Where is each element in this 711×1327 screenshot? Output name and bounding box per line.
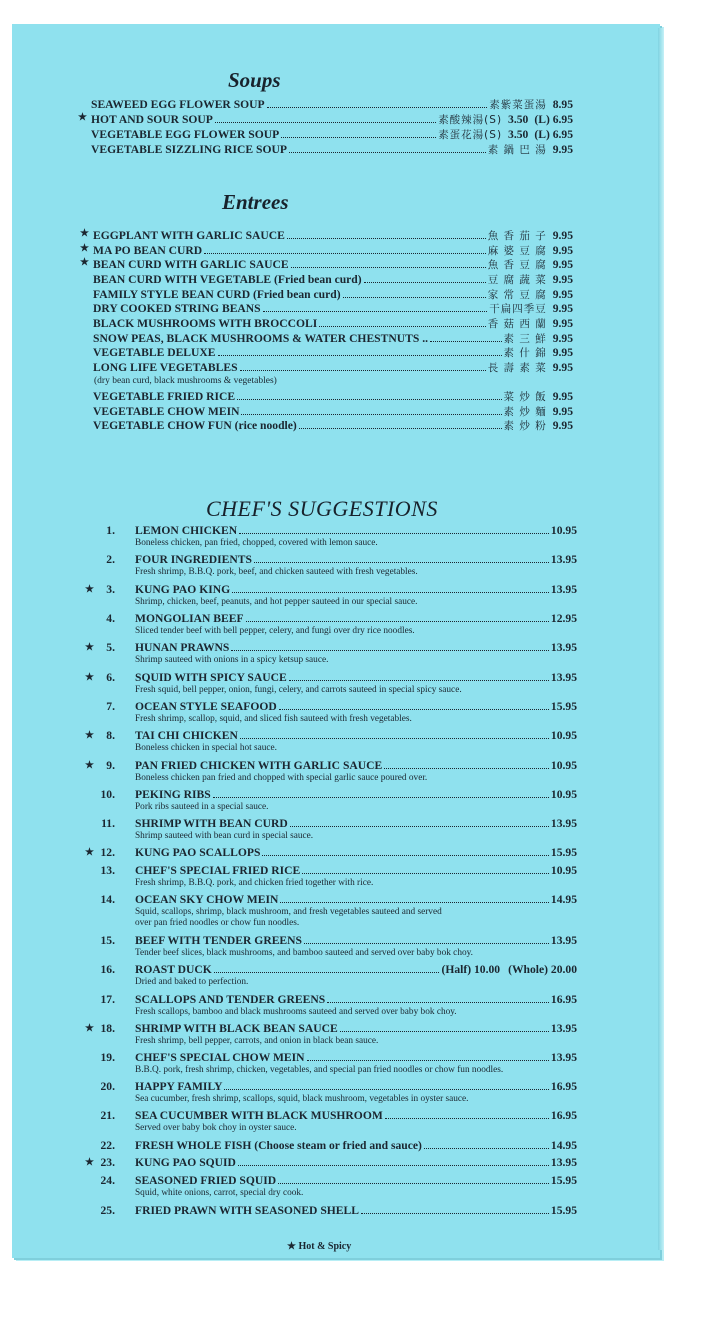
chef-item-price: 15.95 bbox=[550, 846, 577, 859]
chef-item-line bbox=[135, 1109, 577, 1122]
chef-item-name: OCEAN STYLE SEAFOOD bbox=[135, 700, 277, 713]
dot-leader bbox=[343, 297, 486, 298]
entree-name: FAMILY STYLE BEAN CURD (Fried bean curd) bbox=[93, 288, 341, 301]
dot-leader bbox=[241, 414, 501, 415]
chef-item-name: KUNG PAO KING bbox=[135, 583, 231, 596]
entree-price: 9.95 bbox=[552, 317, 573, 330]
chef-item-line bbox=[135, 671, 577, 684]
chef-item-price: 16.95 bbox=[550, 993, 577, 1006]
chef-item bbox=[85, 700, 585, 728]
chef-item-line bbox=[135, 583, 577, 596]
chef-item-description bbox=[135, 1007, 457, 1018]
chef-item-price: 13.95 bbox=[550, 1022, 577, 1035]
chef-item-description bbox=[135, 1094, 468, 1105]
entree-name: LONG LIFE VEGETABLES bbox=[93, 361, 238, 374]
chef-item-name: CHEF'S SPECIAL FRIED RICE bbox=[135, 864, 301, 877]
description-line: Shrimp sauteed with onions in a spicy ketsup sauce. bbox=[135, 655, 329, 665]
item-number: 7. bbox=[106, 700, 115, 713]
entree-chinese-name: 素 三 鮮 bbox=[503, 333, 547, 345]
hot-spicy-legend: ★ Hot & Spicy bbox=[287, 1241, 352, 1252]
dot-leader bbox=[364, 282, 486, 283]
chef-item-line bbox=[135, 729, 577, 742]
chef-item-name: BEEF WITH TENDER GREENS bbox=[135, 934, 302, 947]
soup-item bbox=[91, 142, 573, 157]
entree-price: 9.95 bbox=[552, 258, 573, 271]
description-line: Fresh squid, bell pepper, onion, fungi, celery, and carrots sauteed in special spicy sauce. bbox=[135, 685, 462, 695]
dot-leader bbox=[278, 1183, 549, 1184]
entree-chinese-name: 素 炒 粉 bbox=[503, 420, 547, 432]
chef-item bbox=[85, 759, 585, 787]
chef-item bbox=[85, 864, 585, 892]
spicy-star-icon: ★ bbox=[85, 1023, 94, 1034]
chef-item-name: ROAST DUCK bbox=[135, 963, 212, 976]
dot-leader bbox=[267, 107, 488, 108]
spicy-star-icon: ★ bbox=[80, 243, 89, 254]
description-line: Served over baby bok choy in oyster sauce. bbox=[135, 1123, 297, 1133]
dot-leader bbox=[204, 253, 486, 254]
dot-leader bbox=[239, 533, 549, 534]
chef-item-description bbox=[135, 655, 328, 666]
chef-item-price: 14.95 bbox=[550, 893, 577, 906]
chef-item-price: 13.95 bbox=[550, 583, 577, 596]
dot-leader bbox=[289, 152, 486, 153]
item-number: 9. bbox=[106, 759, 115, 772]
chef-item bbox=[85, 934, 585, 962]
chef-item bbox=[85, 893, 585, 928]
spicy-star-icon: ★ bbox=[80, 228, 89, 239]
spicy-star-icon: ★ bbox=[85, 847, 94, 858]
dot-leader bbox=[215, 122, 436, 123]
chef-item-name: SHRIMP WITH BLACK BEAN SAUCE bbox=[135, 1022, 338, 1035]
chef-item-name: KUNG PAO SCALLOPS bbox=[135, 846, 261, 859]
chef-item-line bbox=[135, 1174, 577, 1187]
entree-name: SNOW PEAS, BLACK MUSHROOMS & WATER CHESTNUTS .. bbox=[93, 332, 428, 345]
dot-leader bbox=[246, 621, 549, 622]
chef-item-line bbox=[135, 700, 577, 713]
chef-item-description bbox=[135, 567, 418, 578]
item-number: 6. bbox=[106, 671, 115, 684]
description-line: Sliced tender beef with bell pepper, celery, and fungi over dry rice noodles. bbox=[135, 626, 415, 636]
dot-leader bbox=[340, 1031, 549, 1032]
dot-leader bbox=[218, 355, 502, 356]
description-line: Fresh shrimp, scallop, squid, and sliced fish sauteed with fresh vegetables. bbox=[135, 714, 412, 724]
entree-price: 9.95 bbox=[552, 390, 573, 403]
chef-item-description bbox=[135, 743, 277, 754]
dot-leader bbox=[385, 1118, 549, 1119]
entree-item bbox=[93, 389, 573, 404]
description-line: Squid, white onions, carrot, special dry cook. bbox=[135, 1188, 304, 1198]
soup-name: VEGETABLE SIZZLING RICE SOUP bbox=[91, 143, 287, 156]
soup-chinese-name: 素紫菜蛋湯 bbox=[489, 99, 547, 111]
chef-item-name: HAPPY FAMILY bbox=[135, 1080, 223, 1093]
soup-item bbox=[91, 97, 573, 112]
chef-item-name: TAI CHI CHICKEN bbox=[135, 729, 238, 742]
entree-price: 9.95 bbox=[552, 361, 573, 374]
item-number: 4. bbox=[106, 612, 115, 625]
chef-item-description bbox=[135, 626, 415, 637]
chef-item-description bbox=[135, 685, 462, 696]
spicy-star-icon: ★ bbox=[85, 642, 94, 653]
chef-item-description bbox=[135, 878, 373, 889]
entree-chinese-name: 豆 腐 蔬 菜 bbox=[487, 274, 547, 286]
chef-item-description bbox=[135, 977, 248, 988]
entree-name: VEGETABLE DELUXE bbox=[93, 346, 216, 359]
dot-leader bbox=[424, 1148, 549, 1149]
dot-leader bbox=[231, 650, 549, 651]
entree-item bbox=[93, 404, 573, 419]
entree-item bbox=[80, 257, 573, 272]
entree-item bbox=[93, 331, 573, 346]
entree-chinese-name: 魚 香 茄 子 bbox=[487, 230, 547, 242]
entree-price: 9.95 bbox=[552, 346, 573, 359]
entree-price: 9.95 bbox=[552, 332, 573, 345]
dot-leader bbox=[361, 1213, 549, 1214]
long-life-note: (dry bean curd, black mushrooms & vegetables) bbox=[94, 376, 277, 386]
chef-item bbox=[85, 1174, 585, 1202]
chef-item-price: 10.95 bbox=[550, 729, 577, 742]
item-number: 22. bbox=[100, 1139, 115, 1152]
description-line: Boneless chicken in special hot sauce. bbox=[135, 743, 277, 753]
chef-item bbox=[85, 1109, 585, 1137]
dot-leader bbox=[302, 873, 549, 874]
item-number: 17. bbox=[100, 993, 115, 1006]
chef-item-description bbox=[135, 831, 313, 842]
chef-item-name: PAN FRIED CHICKEN WITH GARLIC SAUCE bbox=[135, 759, 383, 772]
entree-chinese-name: 菜 炒 飯 bbox=[503, 391, 547, 403]
spicy-star-icon: ★ bbox=[85, 672, 94, 683]
entree-chinese-name: 家 常 豆 腐 bbox=[487, 289, 547, 301]
chef-item-name: KUNG PAO SQUID bbox=[135, 1156, 236, 1169]
chef-item-name: SEASONED FRIED SQUID bbox=[135, 1174, 277, 1187]
chef-item-price: 15.95 bbox=[550, 700, 577, 713]
item-number: 3. bbox=[106, 583, 115, 596]
chef-item-price: 15.95 bbox=[550, 1174, 577, 1187]
item-number: 10. bbox=[100, 788, 115, 801]
soup-price: 3.50 bbox=[508, 113, 529, 126]
chef-item-price: 12.95 bbox=[550, 612, 577, 625]
item-number: 24. bbox=[100, 1174, 115, 1187]
chef-item bbox=[85, 641, 585, 669]
dot-leader bbox=[319, 326, 485, 327]
dot-leader bbox=[384, 768, 549, 769]
dot-leader bbox=[262, 855, 549, 856]
chef-item bbox=[85, 524, 585, 552]
chef-item bbox=[85, 993, 585, 1021]
entree-name: BEAN CURD WITH GARLIC SAUCE bbox=[93, 258, 289, 271]
entrees-title: Entrees bbox=[222, 190, 289, 214]
chef-item-description bbox=[135, 597, 417, 608]
chef-item-line bbox=[135, 1051, 577, 1064]
chef-item-name: FOUR INGREDIENTS bbox=[135, 553, 252, 566]
chef-item-price: 13.95 bbox=[550, 641, 577, 654]
description-line: Shrimp, chicken, beef, peanuts, and hot pepper sauteed in our special sauce. bbox=[135, 597, 418, 607]
chef-item-price: 13.95 bbox=[550, 553, 577, 566]
description-line: Fresh scallops, bamboo and black mushrooms sauteed and served over baby bok choy. bbox=[135, 1007, 457, 1017]
dot-leader bbox=[281, 137, 436, 138]
dot-leader bbox=[240, 738, 549, 739]
soup-item bbox=[91, 127, 573, 142]
chef-item-line bbox=[135, 864, 577, 877]
chef-item bbox=[85, 553, 585, 581]
item-number: 25. bbox=[100, 1204, 115, 1217]
spicy-star-icon: ★ bbox=[85, 730, 94, 741]
dot-leader bbox=[254, 562, 549, 563]
item-number: 15. bbox=[100, 934, 115, 947]
entree-chinese-name: 干扁四季豆 bbox=[489, 303, 547, 315]
chef-item-description bbox=[135, 714, 412, 725]
dot-leader bbox=[224, 1089, 548, 1090]
item-number: 13. bbox=[100, 864, 115, 877]
chef-item-price: 13.95 bbox=[550, 934, 577, 947]
chef-item bbox=[85, 817, 585, 845]
soup-price-large: (L) 6.95 bbox=[534, 113, 573, 126]
chef-item-line bbox=[135, 553, 577, 566]
entree-name: VEGETABLE CHOW MEIN bbox=[93, 405, 240, 418]
description-line: over pan fried noodles or chow fun noodles. bbox=[135, 917, 300, 928]
soup-price: 8.95 bbox=[552, 98, 573, 111]
chef-item-name: SHRIMP WITH BEAN CURD bbox=[135, 817, 288, 830]
soup-chinese-name: 素 鍋 巴 湯 bbox=[487, 144, 547, 156]
description-line: Boneless chicken, pan fried, chopped, covered with lemon sauce. bbox=[135, 538, 378, 548]
chef-item-line bbox=[135, 788, 577, 801]
entree-item bbox=[93, 301, 573, 316]
dot-leader bbox=[238, 1165, 549, 1166]
item-number: 2. bbox=[106, 553, 115, 566]
chef-item-price: 14.95 bbox=[550, 1139, 577, 1152]
chef-item-description bbox=[135, 907, 442, 928]
entree-name: DRY COOKED STRING BEANS bbox=[93, 302, 261, 315]
dot-leader bbox=[307, 1060, 549, 1061]
chef-item-line bbox=[135, 1022, 577, 1035]
item-number: 5. bbox=[106, 641, 115, 654]
chef-item-line bbox=[135, 846, 577, 859]
chef-item-name: OCEAN SKY CHOW MEIN bbox=[135, 893, 279, 906]
chef-item-description bbox=[135, 802, 268, 813]
chef-item bbox=[85, 788, 585, 816]
item-number: 20. bbox=[100, 1080, 115, 1093]
entree-name: VEGETABLE FRIED RICE bbox=[93, 390, 236, 403]
chef-item-name: CHEF'S SPECIAL CHOW MEIN bbox=[135, 1051, 305, 1064]
description-line: Fresh shrimp, B.B.Q. pork, beef, and chicken sauteed with fresh vegetables. bbox=[135, 567, 418, 577]
chef-item-line bbox=[135, 524, 577, 537]
dot-leader bbox=[327, 1002, 549, 1003]
description-line: Shrimp sauteed with bean curd in special sauce. bbox=[135, 831, 314, 841]
chef-item-line bbox=[135, 934, 577, 947]
dot-leader bbox=[279, 709, 549, 710]
chef-item bbox=[85, 1204, 585, 1232]
entree-chinese-name: 長 壽 素 菜 bbox=[487, 362, 547, 374]
chef-item-price: 10.95 bbox=[550, 759, 577, 772]
chef-item-price: 10.95 bbox=[550, 524, 577, 537]
entree-item bbox=[93, 345, 573, 360]
chef-item-description bbox=[135, 773, 427, 784]
entree-item bbox=[93, 316, 573, 331]
entree-item bbox=[80, 228, 573, 243]
chef-item bbox=[85, 1080, 585, 1108]
entree-item bbox=[80, 243, 573, 258]
soup-item bbox=[78, 112, 573, 127]
description-line: Dried and baked to perfection. bbox=[135, 977, 249, 987]
entree-chinese-name: 素 什 錦 bbox=[503, 347, 547, 359]
chef-item bbox=[85, 1022, 585, 1050]
chef-item bbox=[85, 963, 585, 991]
chef-item-description bbox=[135, 1123, 297, 1134]
chef-item-name: PEKING RIBS bbox=[135, 788, 211, 801]
entree-chinese-name: 香 菇 西 蘭 bbox=[487, 318, 547, 330]
chef-item-description bbox=[135, 1036, 378, 1047]
description-line: Fresh shrimp, B.B.Q. pork, and chicken fried together with rice. bbox=[135, 878, 374, 888]
chef-item bbox=[85, 1051, 585, 1079]
chef-item bbox=[85, 612, 585, 640]
dot-leader bbox=[289, 680, 549, 681]
chef-item-line bbox=[135, 1156, 577, 1169]
dot-leader bbox=[213, 797, 549, 798]
dot-leader bbox=[287, 238, 486, 239]
chef-item-price: (Half) 10.00 bbox=[441, 963, 501, 976]
chef-item-line bbox=[135, 1080, 577, 1093]
chef-item-line bbox=[135, 1204, 577, 1217]
entree-chinese-name: 麻 婆 豆 腐 bbox=[487, 245, 547, 257]
item-number: 19. bbox=[100, 1051, 115, 1064]
item-number: 8. bbox=[106, 729, 115, 742]
chef-item-name: SEA CUCUMBER WITH BLACK MUSHROOM bbox=[135, 1109, 383, 1122]
chef-item-line bbox=[135, 963, 577, 976]
entree-item bbox=[93, 360, 573, 375]
entree-item bbox=[93, 272, 573, 287]
entree-price: 9.95 bbox=[552, 419, 573, 432]
chef-item-name: LEMON CHICKEN bbox=[135, 524, 238, 537]
entree-price: 9.95 bbox=[552, 405, 573, 418]
soup-chinese-name: 素酸辣湯(S) bbox=[438, 114, 503, 126]
soup-name: VEGETABLE EGG FLOWER SOUP bbox=[91, 128, 280, 141]
dot-leader bbox=[263, 311, 488, 312]
spicy-star-icon: ★ bbox=[80, 257, 89, 268]
soup-price-large: (L) 6.95 bbox=[534, 128, 573, 141]
item-number: 1. bbox=[106, 524, 115, 537]
soup-price: 3.50 bbox=[508, 128, 529, 141]
entree-name: VEGETABLE CHOW FUN (rice noodle) bbox=[93, 419, 297, 432]
dot-leader bbox=[237, 399, 501, 400]
entree-price: 9.95 bbox=[552, 244, 573, 257]
entree-name: MA PO BEAN CURD bbox=[93, 244, 203, 257]
description-line: Sea cucumber, fresh shrimp, scallops, squid, black mushroom, vegetables in oyster sauce. bbox=[135, 1094, 469, 1104]
chef-item bbox=[85, 671, 585, 699]
entree-item bbox=[93, 287, 573, 302]
dot-leader bbox=[280, 902, 549, 903]
item-number: 12. bbox=[100, 846, 115, 859]
dot-leader bbox=[430, 341, 502, 342]
chef-item-line bbox=[135, 1139, 577, 1152]
spicy-star-icon: ★ bbox=[85, 760, 94, 771]
item-number: 16. bbox=[100, 963, 115, 976]
spicy-star-icon: ★ bbox=[85, 584, 94, 595]
entree-chinese-name: 魚 香 豆 腐 bbox=[487, 259, 547, 271]
entree-name: EGGPLANT WITH GARLIC SAUCE bbox=[93, 229, 285, 242]
chef-item-price: 13.95 bbox=[550, 1156, 577, 1169]
item-number: 18. bbox=[100, 1022, 115, 1035]
chef-suggestions-title: CHEF'S SUGGESTIONS bbox=[206, 496, 438, 521]
chef-item-line bbox=[135, 817, 577, 830]
entree-price: 9.95 bbox=[552, 229, 573, 242]
item-number: 21. bbox=[100, 1109, 115, 1122]
entree-price: 9.95 bbox=[552, 302, 573, 315]
chef-item bbox=[85, 583, 585, 611]
dot-leader bbox=[232, 592, 549, 593]
chef-item-name: SCALLOPS AND TENDER GREENS bbox=[135, 993, 326, 1006]
entree-item bbox=[93, 418, 573, 433]
dot-leader bbox=[291, 267, 486, 268]
chef-item-description bbox=[135, 538, 378, 549]
chef-item-name: FRESH WHOLE FISH (Choose steam or fried and sauce) bbox=[135, 1139, 422, 1152]
chef-item-name: HUNAN PRAWNS bbox=[135, 641, 230, 654]
dot-leader bbox=[214, 972, 440, 973]
dot-leader bbox=[304, 943, 549, 944]
item-number: 23. bbox=[100, 1156, 115, 1169]
soup-chinese-name: 素蛋花湯(S) bbox=[438, 129, 503, 141]
entree-name: BLACK MUSHROOMS WITH BROCCOLI bbox=[93, 317, 318, 330]
description-line: Boneless chicken pan fried and chopped with special garlic sauce poured over. bbox=[135, 773, 428, 783]
spicy-star-icon: ★ bbox=[85, 1157, 94, 1168]
description-line: Squid, scallops, shrimp, black mushroom, and fresh vegetables sauteed and served bbox=[135, 907, 442, 917]
chef-item-price: 10.95 bbox=[550, 864, 577, 877]
item-number: 11. bbox=[101, 817, 115, 830]
entree-price: 9.95 bbox=[552, 273, 573, 286]
chef-item-price: 10.95 bbox=[550, 788, 577, 801]
chef-item-price: 13.95 bbox=[550, 817, 577, 830]
dot-leader bbox=[240, 370, 486, 371]
soups-title: Soups bbox=[228, 68, 281, 92]
chef-item-line bbox=[135, 993, 577, 1006]
chef-item-price: 16.95 bbox=[550, 1080, 577, 1093]
entree-chinese-name: 素 炒 麵 bbox=[503, 406, 547, 418]
chef-item-price: 16.95 bbox=[550, 1109, 577, 1122]
item-number: 14. bbox=[100, 893, 115, 906]
description-line: Fresh shrimp, bell pepper, carrots, and onion in black bean sauce. bbox=[135, 1036, 379, 1046]
page-fold-edge bbox=[658, 28, 664, 1250]
chef-item-price-whole: (Whole) 20.00 bbox=[508, 963, 577, 976]
chef-item-line bbox=[135, 893, 577, 906]
spicy-star-icon: ★ bbox=[78, 112, 87, 123]
dot-leader bbox=[299, 428, 502, 429]
description-line: Tender beef slices, black mushrooms, and bamboo sauteed and served over baby bok choy. bbox=[135, 948, 473, 958]
chef-item-line bbox=[135, 612, 577, 625]
chef-item-price: 15.95 bbox=[550, 1204, 577, 1217]
chef-item-name: SQUID WITH SPICY SAUCE bbox=[135, 671, 287, 684]
chef-item bbox=[85, 729, 585, 757]
chef-item-name: MONGOLIAN BEEF bbox=[135, 612, 244, 625]
soup-name: SEAWEED EGG FLOWER SOUP bbox=[91, 98, 265, 111]
chef-item-description bbox=[135, 948, 473, 959]
entree-name: BEAN CURD WITH VEGETABLE (Fried bean curd) bbox=[93, 273, 362, 286]
dot-leader bbox=[290, 826, 549, 827]
chef-item-description bbox=[135, 1188, 303, 1199]
soup-name: HOT AND SOUR SOUP bbox=[91, 113, 213, 126]
chef-item-price: 13.95 bbox=[550, 671, 577, 684]
description-line: Pork ribs sauteed in a special sauce. bbox=[135, 802, 269, 812]
chef-item-line bbox=[135, 641, 577, 654]
description-line: B.B.Q. pork, fresh shrimp, chicken, vegetables, and special pan fried noodles or chow fun noodles. bbox=[135, 1065, 504, 1075]
soup-price: 9.95 bbox=[552, 143, 573, 156]
chef-item-description bbox=[135, 1065, 503, 1076]
entree-price: 9.95 bbox=[552, 288, 573, 301]
chef-item-name: FRIED PRAWN WITH SEASONED SHELL bbox=[135, 1204, 359, 1217]
chef-item-price: 13.95 bbox=[550, 1051, 577, 1064]
chef-item-line bbox=[135, 759, 577, 772]
